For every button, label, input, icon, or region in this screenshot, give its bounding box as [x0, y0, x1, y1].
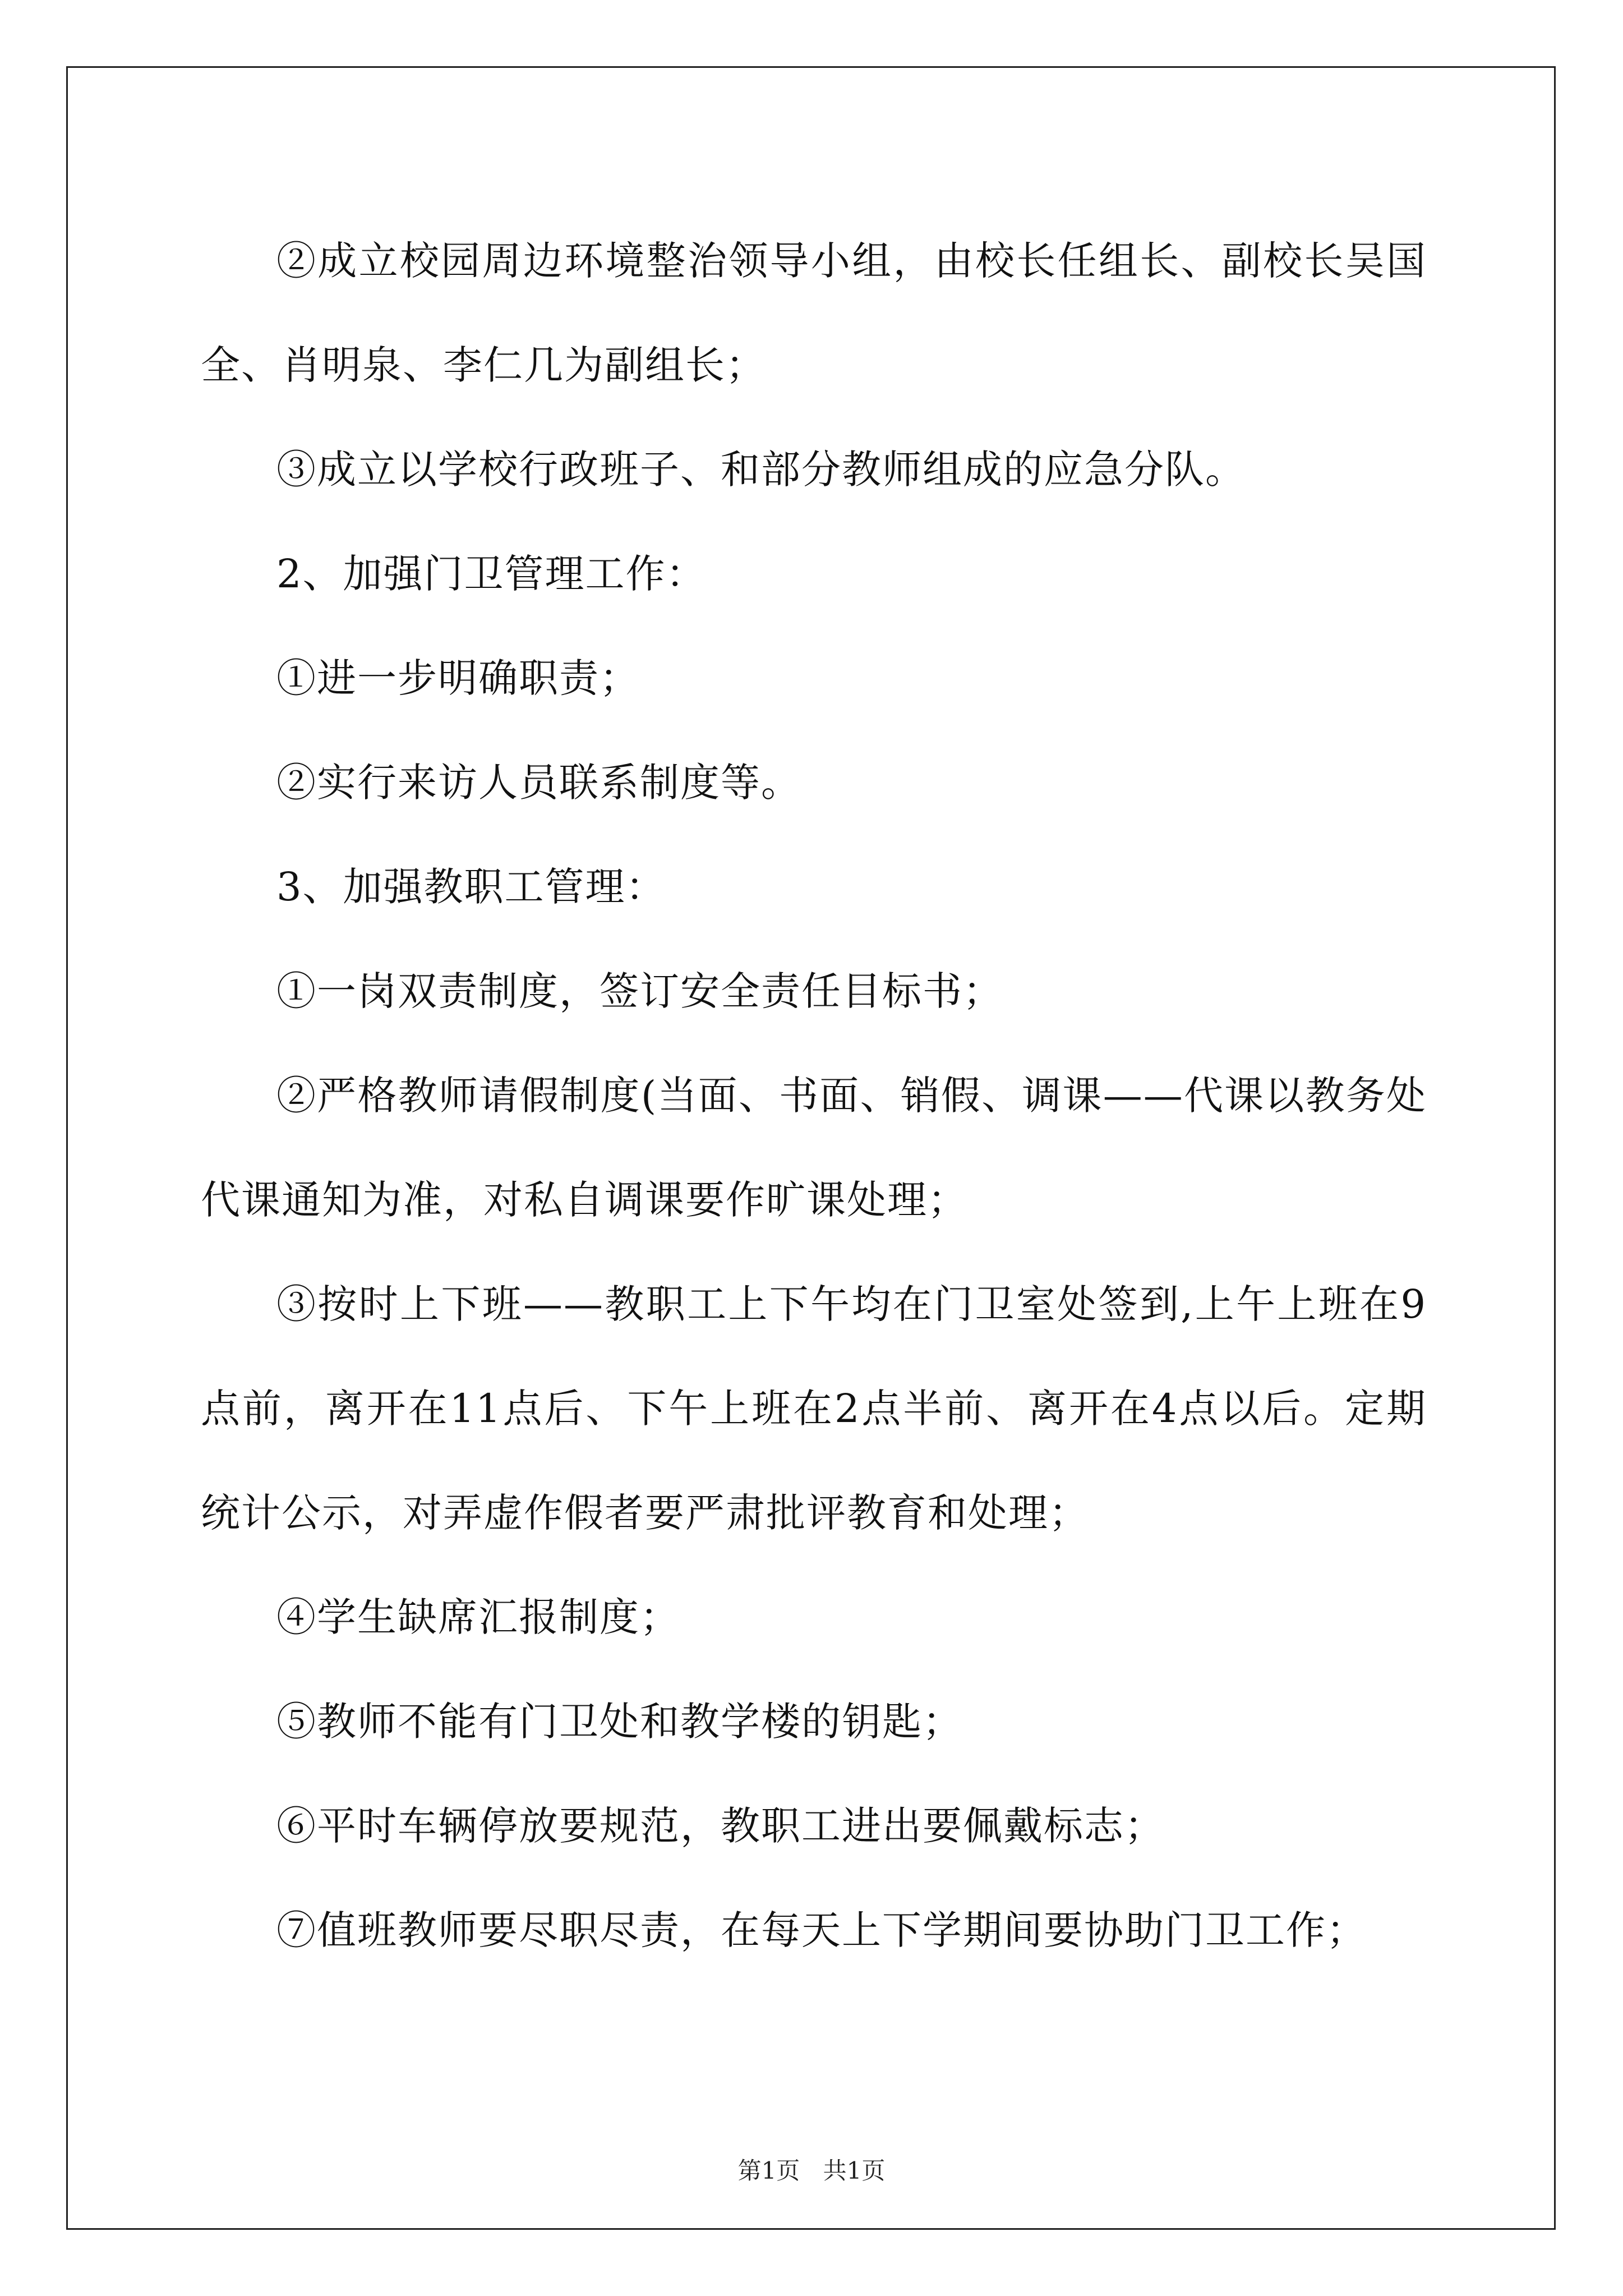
paragraph: ①一岗双责制度，签订安全责任目标书；: [276, 968, 1003, 1014]
document-body: [201, 209, 1427, 1982]
paragraph: ⑤教师不能有门卫处和教学楼的钥匙；: [276, 1699, 963, 1745]
paragraph: 3、加强教职工管理：: [276, 864, 666, 910]
paragraph: 2、加强门卫管理工作：: [276, 551, 707, 597]
paragraph: ⑦值班教师要尽职尽责，在每天上下学期间要协助门卫工作；: [276, 1907, 1367, 1953]
paragraph: ①进一步明确职责；: [276, 655, 640, 701]
paragraph: ②成立校园周边环境整治领导小组，由校长任组长、副校长吴国全、肖明泉、李仁几为副组长；: [201, 238, 1427, 388]
paragraph: ⑥平时车辆停放要规范，教职工进出要佩戴标志；: [276, 1803, 1165, 1849]
page-footer: [0, 2154, 1623, 2188]
paragraph: ②实行来访人员联系制度等。: [276, 760, 801, 806]
page-total: 共1页: [823, 2157, 886, 2184]
page-number: 第1页: [737, 2157, 800, 2184]
paragraph: ③成立以学校行政班子、和部分教师组成的应急分队。: [276, 447, 1246, 493]
paragraph: ③按时上下班——教职工上下午均在门卫室处签到,上午上班在9点前，离开在11点后、下午上班在2点半前、离开在4点以后。定期统计公示，对弄虚作假者要严肃批评教育和处理；: [201, 1281, 1427, 1536]
paragraph: ④学生缺席汇报制度；: [276, 1594, 680, 1640]
paragraph: ②严格教师请假制度(当面、书面、销假、调课——代课以教务处代课通知为准，对私自调课要作旷课处理；: [201, 1073, 1427, 1223]
